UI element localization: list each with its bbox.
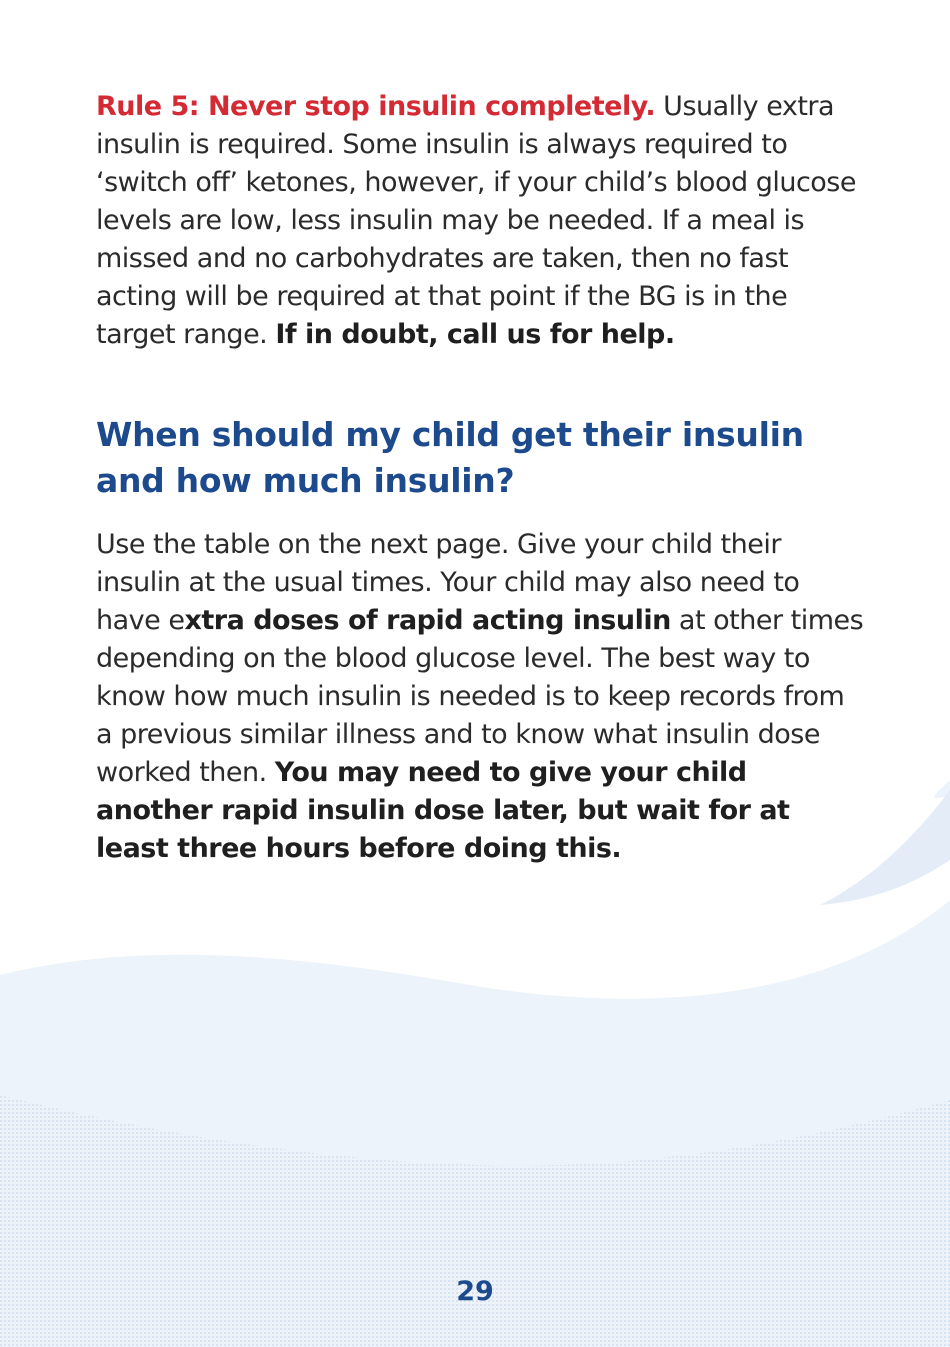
rule-5-paragraph	[96, 88, 866, 354]
rule-5-title: Rule 5: Never stop insulin completely.	[96, 91, 656, 122]
rule-5-emphasis: If in doubt, call us for help.	[275, 319, 675, 350]
section-heading: When should my child get their insulin and how much insulin?	[96, 415, 804, 500]
rule-5-text: Usually extra insulin is required. Some insulin is always required to ‘switch off’ ketones, however, if your child’s blood glucose levels are low, less insulin may be needed. If a meal is missed and no carbohydrates are taken, then no fast acting will be required at that point if the BG is in the target range.	[96, 91, 856, 350]
section-text-2: at other times depending on the blood glucose level. The best way to know how much insulin is needed is to keep records from a previous similar illness and to know what insulin dose worked then.	[96, 605, 864, 788]
section-bold-2: You may need to give your child another rapid insulin dose later, but wait for at least three hours before doing this.	[96, 757, 790, 864]
page-number: 29	[456, 1276, 494, 1307]
section-bold-1: xtra doses of rapid acting insulin	[184, 605, 671, 636]
section-text-1: Use the table on the next page. Give your child their insulin at the usual times. Your child may also need to have e	[96, 529, 800, 636]
page-content	[96, 88, 866, 868]
section-paragraph	[96, 526, 866, 868]
